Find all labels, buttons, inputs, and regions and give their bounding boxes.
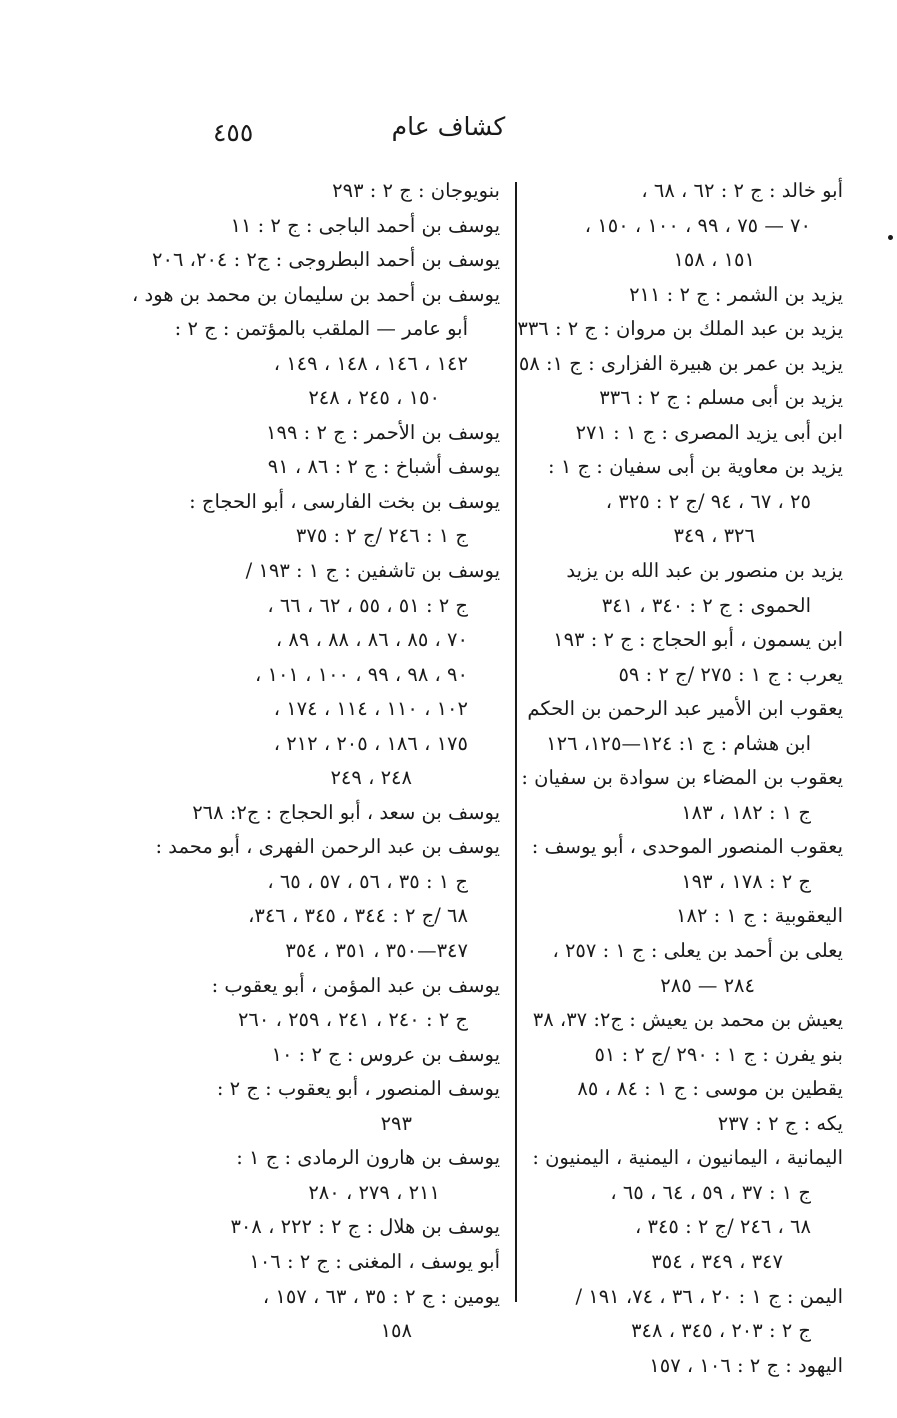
index-entry: ابن أبى يزيد المصرى : ج ١ : ٢٧١ xyxy=(575,420,843,444)
index-entry: يزيد بن أبى مسلم : ج ٢ : ٣٣٦ xyxy=(599,386,843,410)
index-entry: بنو يفرن : ج ١ : ٢٩٠ /ج ٢ : ٥١ xyxy=(594,1042,843,1066)
index-entry: يزيد بن معاوية بن أبى سفيان : ج ١ : xyxy=(548,455,843,479)
index-entry-continuation: ج ١ : ٢٤٦ /ج ٢ : ٣٧٥ xyxy=(295,524,468,548)
index-entry: أبو خالد : ج ٢ : ٦٢ ، ٦٨ ، xyxy=(641,179,843,202)
index-entry-continuation: ج ٢ : ١٧٨ ، ١٩٣ xyxy=(681,869,811,893)
index-entry-continuation: ٢٤٨ ، ٢٤٩ xyxy=(330,766,412,790)
index-entry-continuation: ٣٤٧ ، ٣٤٩ ، ٣٥٤ xyxy=(651,1249,783,1273)
index-entry-continuation: ابن هشام : ج ١: ١٢٤—١٢٥، ١٢٦ xyxy=(546,731,811,755)
index-entry: يوسف بن سعد ، أبو الحجاج : ج٢: ٢٦٨ xyxy=(192,800,500,824)
index-entry: يوسف بن أحمد الباجى : ج ٢ : ١١ xyxy=(230,213,500,237)
index-entry: يوسف بن عبد الرحمن الفهرى ، أبو محمد : xyxy=(155,835,500,859)
index-entry-continuation: ج ١ : ٣٥ ، ٥٦ ، ٥٧ ، ٦٥ ، xyxy=(267,869,468,893)
index-entry: يومين : ج ٢ : ٣٥ ، ٦٣ ، ١٥٧ ، xyxy=(262,1284,500,1308)
index-entry: يزيد بن منصور بن عبد الله بن يزيد xyxy=(566,559,843,583)
index-entry-continuation: الحموى : ج ٢ : ٣٤٠ ، ٣٤١ xyxy=(601,593,811,617)
index-entry: يعلى بن أحمد بن يعلى : ج ١ : ٢٥٧ ، xyxy=(552,939,843,963)
index-entry-continuation: ٩٠ ، ٩٨ ، ٩٩ ، ١٠٠ ، ١٠١ ، xyxy=(254,662,468,686)
index-entry: يوسف بن هلال : ج ٢ : ٢٢٢ ، ٣٠٨ xyxy=(230,1215,500,1239)
index-entry-continuation: ٦٨ /ج ٢ : ٣٤٤ ، ٣٤٥ ، ٣٤٦، xyxy=(248,904,468,928)
index-entry: أبو يوسف ، المغنى : ج ٢ : ١٠٦ xyxy=(249,1249,500,1273)
index-entry-continuation: ١٥١ ، ١٥٨ xyxy=(673,248,755,272)
index-entry: يوسف بن أحمد بن سليمان بن محمد بن هود ، xyxy=(132,282,500,306)
index-entry-continuation: ١٠٢ ، ١١٠ ، ١١٤ ، ١٧٤ ، xyxy=(273,697,468,721)
index-entry-continuation: ج ٢ : ٢٠٣ ، ٣٤٥ ، ٣٤٨ xyxy=(631,1319,811,1343)
index-entry-continuation: ١٧٥ ، ١٨٦ ، ٢٠٥ ، ٢١٢ ، xyxy=(273,731,468,755)
index-entry: يوسف بن عبد المؤمن ، أبو يعقوب : xyxy=(211,973,500,997)
index-entry: يوسف بن تاشفين : ج ١ : ١٩٣ / xyxy=(245,559,500,583)
index-entry: يوسف بن بخت الفارسى ، أبو الحجاج : xyxy=(189,489,500,513)
index-entry: يزيد بن الشمر : ج ٢ : ٢١١ xyxy=(629,282,843,306)
index-entry: يعقوب المنصور الموحدى ، أبو يوسف : xyxy=(531,835,843,859)
index-entry-continuation: ج ١ : ١٨٢ ، ١٨٣ xyxy=(681,800,811,824)
index-entry: يوسف بن أحمد البطروجى : ج٢ : ٢٠٤، ٢٠٦ xyxy=(152,248,500,272)
index-entry: يزيد بن عمر بن هبيرة الفزارى : ج ١: ٥٨ xyxy=(518,351,843,375)
index-entry-continuation: ١٥٨ xyxy=(380,1319,412,1343)
index-entry: يعرب : ج ١ : ٢٧٥ /ج ٢ : ٥٩ xyxy=(618,662,843,686)
index-entry: اليمانية ، اليمانيون ، اليمنية ، اليمنيون : xyxy=(532,1146,843,1170)
index-entry: يوسف أشباخ : ج ٢ : ٨٦ ، ٩١ xyxy=(267,455,500,479)
index-entry: بنويوجان : ج ٢ : ٢٩٣ xyxy=(332,179,500,202)
index-entry: يوسف بن هارون الرمادى : ج ١ : xyxy=(236,1146,500,1170)
index-entry: يوسف بن الأحمر : ج ٢ : ١٩٩ xyxy=(266,420,500,444)
index-column-left xyxy=(132,174,500,1349)
index-entry: يعقوب ابن الأمير عبد الرحمن بن الحكم xyxy=(527,697,843,721)
page-number: ٤٥٥ xyxy=(213,118,254,147)
index-entry-continuation: ٧٠ — ٧٥ ، ٩٩ ، ١٠٠ ، ١٥٠ ، xyxy=(584,213,811,237)
index-column-right xyxy=(517,174,843,1383)
index-entry-continuation: ج ٢ : ٢٤٠ ، ٢٤١ ، ٢٥٩ ، ٢٦٠ xyxy=(237,1008,468,1032)
page-title: كشاف عام xyxy=(391,112,506,141)
index-entry-continuation: ١٤٢ ، ١٤٦ ، ١٤٨ ، ١٤٩ ، xyxy=(273,351,468,375)
index-entry: يعقوب بن المضاء بن سوادة بن سفيان : xyxy=(521,766,843,790)
index-entry-continuation: ٢١١ ، ٢٧٩ ، ٢٨٠ xyxy=(308,1180,440,1204)
index-entry-continuation: ٢٨٤ — ٢٨٥ xyxy=(660,973,755,997)
index-entry: يوسف المنصور ، أبو يعقوب : ج ٢ : xyxy=(216,1077,500,1101)
index-entry-continuation: ١٥٠ ، ٢٤٥ ، ٢٤٨ xyxy=(308,386,440,410)
index-entry: اليمن : ج ١ : ٢٠ ، ٣٦ ، ٧٤، ١٩١ / xyxy=(575,1284,843,1308)
index-entry: ابن يسمون ، أبو الحجاج : ج ٢ : ١٩٣ xyxy=(553,628,843,652)
column-divider xyxy=(515,182,517,1302)
index-entry: يعيش بن محمد بن يعيش : ج٢: ٣٧، ٣٨ xyxy=(532,1008,843,1032)
index-entry-continuation: ج ٢ : ٥١ ، ٥٥ ، ٦٢ ، ٦٦ ، xyxy=(267,593,468,617)
index-entry: يقطين بن موسى : ج ١ : ٨٤ ، ٨٥ xyxy=(577,1077,843,1101)
index-entry-continuation: ٣٤٧—٣٥٠ ، ٣٥١ ، ٣٥٤ xyxy=(285,939,468,963)
index-entry: يكه : ج ٢ : ٢٣٧ xyxy=(717,1111,843,1135)
index-entry-continuation: ٦٨ ، ٢٤٦ /ج ٢ : ٣٤٥ ، xyxy=(634,1215,811,1239)
margin-dot xyxy=(888,235,893,240)
index-entry: يوسف بن عروس : ج ٢ : ١٠ xyxy=(271,1042,500,1066)
index-entry: اليعقوبية : ج ١ : ١٨٢ xyxy=(676,904,843,928)
index-entry: يزيد بن عبد الملك بن مروان : ج ٢ : ٣٣٦ xyxy=(517,317,843,341)
index-entry-continuation: ٢٥ ، ٦٧ ، ٩٤ /ج ٢ : ٣٢٥ ، xyxy=(605,489,811,513)
index-entry-continuation: ٣٢٦ ، ٣٤٩ xyxy=(673,524,755,548)
index-entry: اليهود : ج ٢ : ١٠٦ ، ١٥٧ xyxy=(649,1353,843,1377)
index-entry-continuation: ج ١ : ٣٧ ، ٥٩ ، ٦٤ ، ٦٥ ، xyxy=(610,1180,811,1204)
index-entry-continuation: أبو عامر — الملقب بالمؤتمن : ج ٢ : xyxy=(174,317,468,341)
index-entry-continuation: ٧٠ ، ٨٥ ، ٨٦ ، ٨٨ ، ٨٩ ، xyxy=(275,628,468,652)
index-entry-continuation: ٢٩٣ xyxy=(380,1111,412,1135)
